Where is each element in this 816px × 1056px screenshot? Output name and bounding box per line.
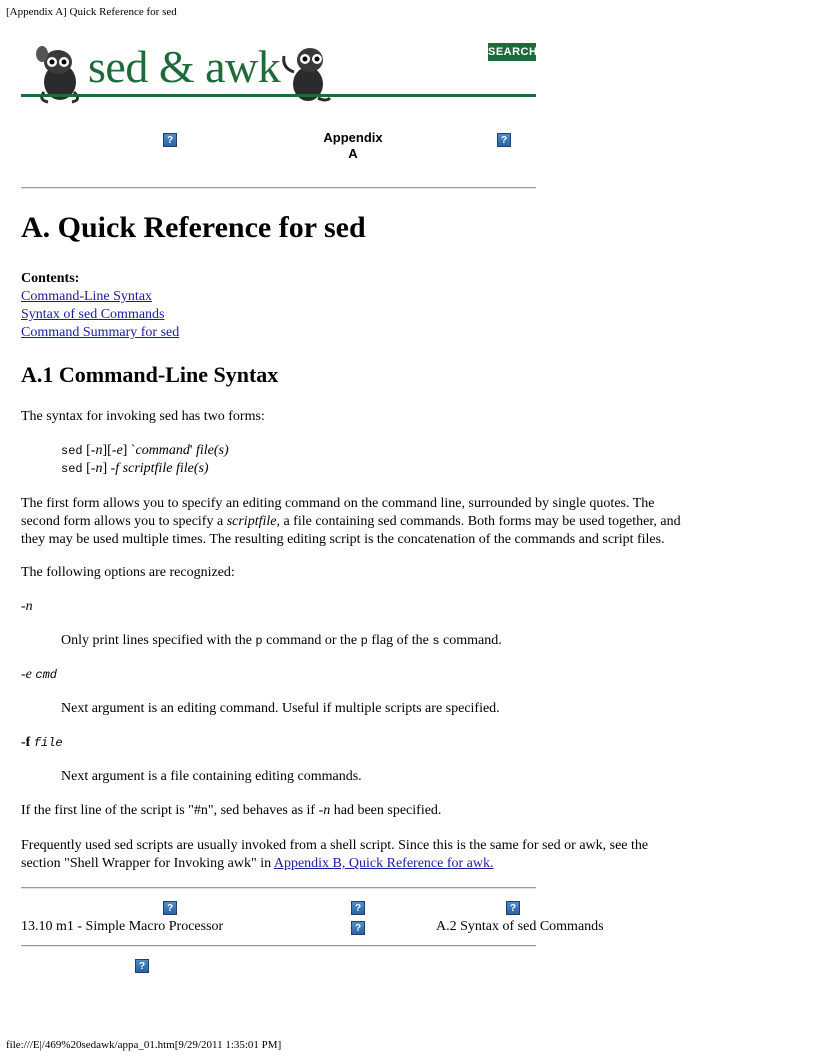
contents-label: Contents: <box>21 271 80 286</box>
syntax1-files: file(s) <box>195 443 229 458</box>
syntax1-command: command <box>135 443 190 458</box>
syntax1-p4: ' <box>189 443 196 458</box>
option-e-description: Next argument is an editing command. Useful if multiple scripts are specified. <box>61 701 500 716</box>
option-n-desc-4: command. <box>439 633 502 648</box>
hash-n-paragraph <box>21 803 441 819</box>
chapter-label-line1: Appendix <box>323 130 383 145</box>
chapter-label-line2: A <box>348 146 358 161</box>
syntax1-p2: ][- <box>102 443 117 458</box>
option-e-dash: - <box>21 667 26 682</box>
option-n-desc-1: Only print lines specified with the <box>61 633 256 648</box>
search-button[interactable]: SEARCH <box>488 43 536 61</box>
syntax-form-1 <box>61 443 229 459</box>
option-n-desc-2: command or the <box>262 633 361 648</box>
option-n-dash: - <box>21 599 26 614</box>
forms-line-1: The first form allows you to specify an editing command on the command line, surrounded by single quotes. The <box>21 496 655 511</box>
appendix-b-link[interactable]: Appendix B, Quick Reference for awk <box>273 856 490 871</box>
syntax1-n: n <box>95 443 103 458</box>
forms-paragraph <box>21 495 796 549</box>
intro-text: The syntax for invoking sed has two forms: <box>21 409 265 424</box>
syntax2-n: n <box>95 461 103 476</box>
option-e-letter: e <box>25 667 32 682</box>
prev-page-icon[interactable]: ? <box>163 901 177 915</box>
forms-line-2b: , a file containing sed commands. Both forms may be used together, and <box>276 514 681 529</box>
syntax2-scriptfile: scriptfile <box>122 461 173 476</box>
index-icon[interactable]: ? <box>351 921 365 935</box>
syntax-form-2 <box>61 461 209 477</box>
hash-n-text-1: If the first line of the script is "#n", sed behaves as if - <box>21 803 324 818</box>
divider-footer <box>21 945 536 947</box>
toc-link-command-summary[interactable]: Command Summary for sed <box>21 325 180 340</box>
forms-line-2 <box>21 513 796 531</box>
section-heading: A.1 Command-Line Syntax <box>21 362 279 387</box>
option-f-description: Next argument is a file containing editing commands. <box>61 769 362 784</box>
shell-line-2a: section "Shell Wrapper for Invoking awk" in <box>21 856 274 871</box>
prev-section-label: 13.10 m1 - Simple Macro Processor <box>21 919 224 934</box>
option-f-arg: file <box>33 736 63 750</box>
up-icon[interactable]: ? <box>351 901 365 915</box>
chapter-label <box>303 130 403 162</box>
next-page-icon[interactable]: ? <box>506 901 520 915</box>
syntax2-p1: [- <box>86 461 96 476</box>
shell-paragraph <box>21 837 796 873</box>
next-icon[interactable]: ? <box>497 133 511 147</box>
hash-n-text-2: had been specified. <box>330 803 442 818</box>
print-header-title: [Appendix A] Quick Reference for sed <box>6 6 177 18</box>
toc-link-command-line-syntax[interactable]: Command-Line Syntax <box>21 289 153 304</box>
library-icon[interactable]: ? <box>135 959 149 973</box>
toc-link-syntax-of-sed-commands[interactable]: Syntax of sed Commands <box>21 307 165 322</box>
next-section-label: A.2 Syntax of sed Commands <box>436 919 604 934</box>
syntax1-cmd: sed <box>61 444 83 458</box>
syntax2-cmd: sed <box>61 462 83 476</box>
option-n-letter: n <box>25 599 33 614</box>
divider-top <box>21 187 536 189</box>
syntax1-e: e <box>116 443 123 458</box>
appendix-b-link-period[interactable]: . <box>490 856 494 871</box>
syntax2-files: file(s) <box>175 461 209 476</box>
syntax1-p3: ] ` <box>122 443 136 458</box>
page-title: A. Quick Reference for sed <box>21 211 366 244</box>
hash-n-letter: n <box>323 803 331 818</box>
option-n-description <box>61 633 502 649</box>
banner-title: sed & awk <box>88 41 281 92</box>
syntax1-p1: [- <box>86 443 96 458</box>
shell-line-1: Frequently used sed scripts are usually invoked from a shell script. Since this is the same for sed or awk, see the <box>21 838 649 853</box>
banner-rule <box>21 94 536 97</box>
syntax2-f: f <box>115 461 120 476</box>
print-footer-url: file:///E|/469%20sedawk/appa_01.htm[9/29/2011 1:35:01 PM] <box>6 1039 282 1051</box>
divider-bottom <box>21 887 536 889</box>
forms-line-3: they may be used multiple times. The resulting editing script is the concatenation of the commands and script files. <box>21 532 665 547</box>
option-f-term <box>21 735 63 751</box>
option-n-desc-3: flag of the <box>367 633 433 648</box>
option-n-p2: p <box>360 634 368 648</box>
option-f-flag: -f <box>21 735 31 750</box>
scriptfile-term: scriptfile <box>226 514 277 529</box>
forms-line-2a: second form allows you to specify a <box>21 514 227 529</box>
syntax2-p2: ] - <box>102 461 116 476</box>
option-n-p: p <box>255 634 263 648</box>
option-e-term <box>21 667 57 683</box>
option-e-arg: cmd <box>35 668 57 682</box>
options-intro: The following options are recognized: <box>21 565 235 580</box>
option-n-s: s <box>432 634 440 648</box>
option-n-term <box>21 599 33 615</box>
previous-icon[interactable]: ? <box>163 133 177 147</box>
shell-line-2 <box>21 855 796 873</box>
